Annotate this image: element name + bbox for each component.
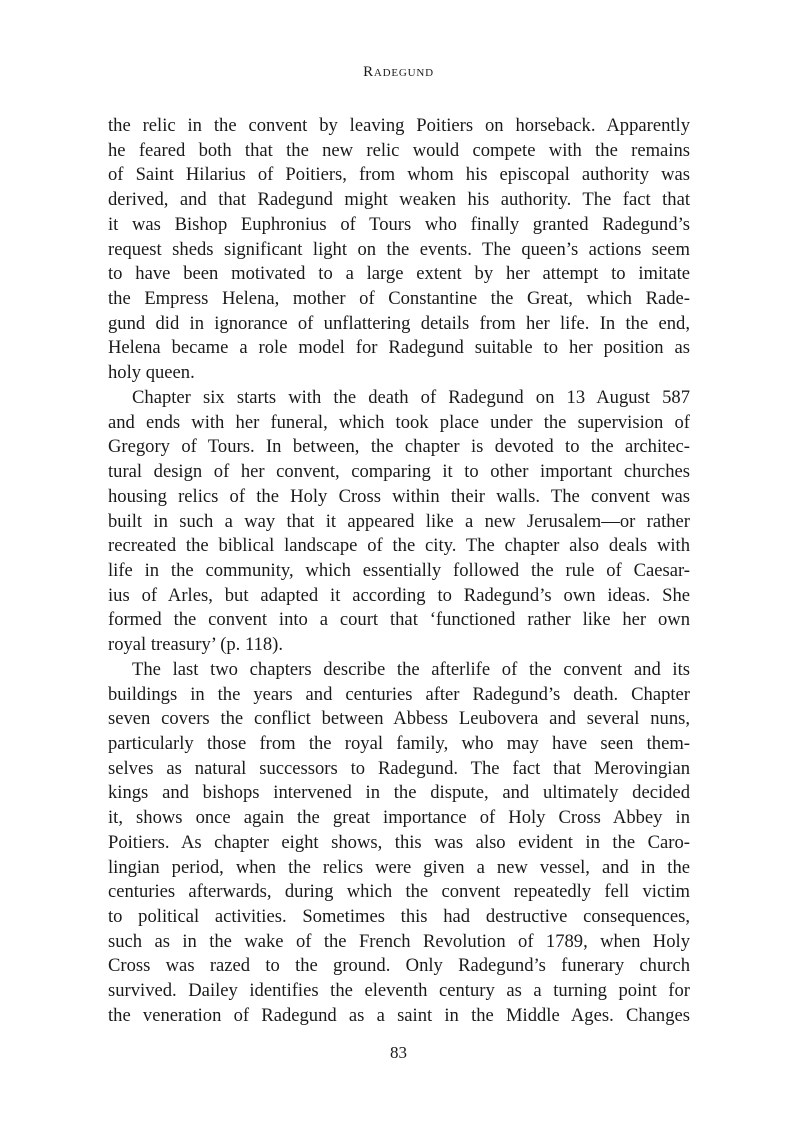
text-line: selves as natural successors to Radegund. The fact that Merovingian xyxy=(108,757,690,779)
text-line: derived, and that Radegund might weaken his authority. The fact that xyxy=(108,189,690,211)
text-line: the Empress Helena, mother of Constantine the Great, which Rade- xyxy=(108,288,690,310)
text-line: Chapter six starts with the death of Radegund on 13 August 587 xyxy=(132,386,690,408)
text-line: Helena became a role model for Radegund suitable to her position as xyxy=(108,337,690,359)
text-line: to have been motivated to a large extent by her attempt to imitate xyxy=(108,263,690,285)
text-line: recreated the biblical landscape of the city. The chapter also deals with xyxy=(108,535,690,557)
text-line: formed the convent into a court that ‘functioned rather like her own xyxy=(108,609,690,631)
body-text xyxy=(108,114,690,1029)
text-line: life in the community, which essentially followed the rule of Caesar- xyxy=(108,559,690,581)
text-line: Gregory of Tours. In between, the chapter is devoted to the architec- xyxy=(108,436,690,458)
text-line: seven covers the conflict between Abbess Leubovera and several nuns, xyxy=(108,708,690,730)
text-line: it was Bishop Euphronius of Tours who finally granted Radegund’s xyxy=(108,213,690,235)
text-line: the veneration of Radegund as a saint in the Middle Ages. Changes xyxy=(108,1004,690,1026)
text-line: Cross was razed to the ground. Only Radegund’s funerary church xyxy=(108,955,690,977)
text-line: survived. Dailey identifies the eleventh century as a turning point for xyxy=(108,980,690,1002)
text-line: particularly those from the royal family, who may have seen them- xyxy=(108,732,690,754)
text-line: kings and bishops intervened in the dispute, and ultimately decided xyxy=(108,782,690,804)
text-line: gund did in ignorance of unflattering details from her life. In the end, xyxy=(108,312,690,334)
paragraph xyxy=(108,386,690,658)
running-head: Radegund xyxy=(363,64,434,80)
text-line: centuries afterwards, during which the convent repeatedly fell victim xyxy=(108,881,690,903)
page-number: 83 xyxy=(390,1043,407,1062)
text-line: and ends with her funeral, which took place under the supervision of xyxy=(108,411,690,433)
text-line: lingian period, when the relics were given a new vessel, and in the xyxy=(108,856,690,878)
text-line: housing relics of the Holy Cross within their walls. The convent was xyxy=(108,485,690,507)
text-line: it, shows once again the great importance of Holy Cross Abbey in xyxy=(108,807,690,829)
paragraph xyxy=(108,114,690,386)
text-line: request sheds significant light on the events. The queen’s actions seem xyxy=(108,238,690,260)
text-line: tural design of her convent, comparing it to other important churches xyxy=(108,461,690,483)
text-line: The last two chapters describe the afterlife of the convent and its xyxy=(132,658,690,680)
text-line: of Saint Hilarius of Poitiers, from whom his episcopal authority was xyxy=(108,164,690,186)
text-line: ius of Arles, but adapted it according to Radegund’s own ideas. She xyxy=(108,584,690,606)
paragraph xyxy=(108,658,690,1029)
text-line: royal treasury’ (p. 118). xyxy=(108,634,284,656)
text-line: the relic in the convent by leaving Poitiers on horseback. Apparently xyxy=(108,115,690,136)
text-line: Poitiers. As chapter eight shows, this was also evident in the Caro- xyxy=(108,831,690,853)
text-line: he feared both that the new relic would compete with the remains xyxy=(108,139,690,161)
text-line: built in such a way that it appeared like a new Jerusalem—or rather xyxy=(108,510,690,532)
text-line: holy queen. xyxy=(108,362,195,384)
text-line: buildings in the years and centuries after Radegund’s death. Chapter xyxy=(108,683,690,705)
text-line: such as in the wake of the French Revolution of 1789, when Holy xyxy=(108,930,690,952)
text-line: to political activities. Sometimes this had destructive consequences, xyxy=(108,906,690,927)
